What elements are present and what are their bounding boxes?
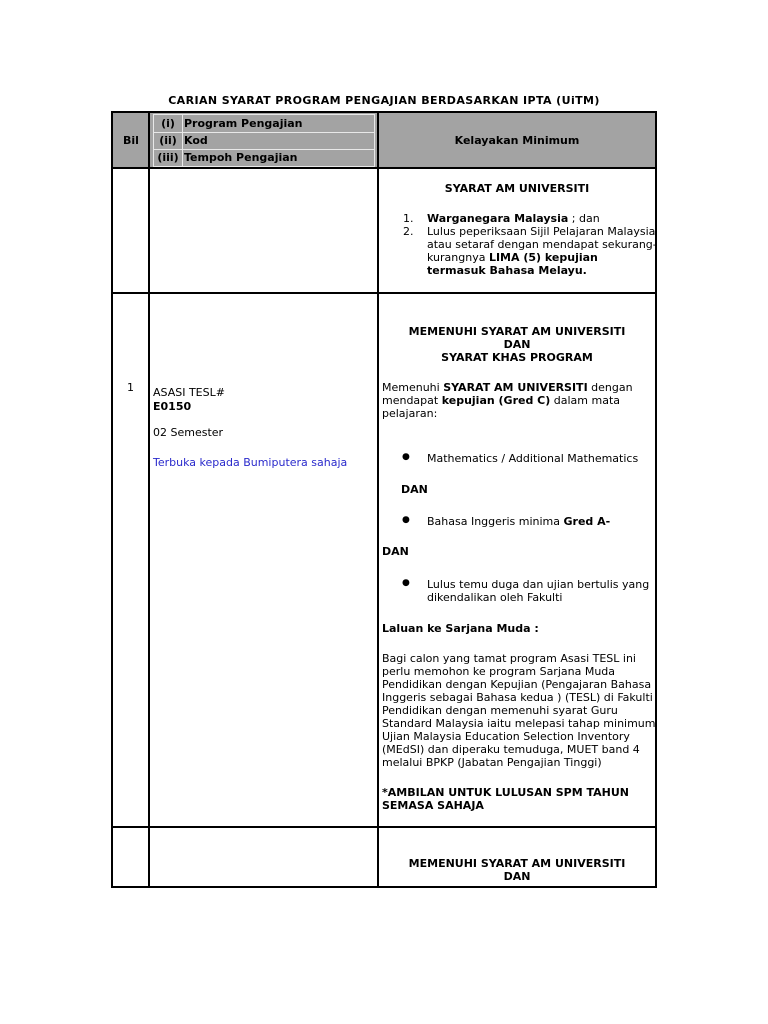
general-item-2: Lulus peperiksaan Sijil Pelajaran Malaysia atau setaraf dengan mendapat sekurang- kurangnya LIMA (5) kepujian termasuk Bahasa Melayu.: [427, 225, 657, 277]
header-row-kod: (ii) Kod: [159, 134, 208, 147]
bullet-icon: ●: [402, 452, 410, 462]
general-item-1-num: 1.: [403, 212, 414, 225]
program-1-dan-2: DAN: [382, 545, 409, 558]
program-1-dan-1: DAN: [401, 483, 428, 496]
program-2-heading: MEMENUHI SYARAT AM UNIVERSITI DAN: [408, 857, 626, 883]
bullet-icon: ●: [402, 515, 410, 525]
laluan-heading: Laluan ke Sarjana Muda :: [382, 622, 539, 635]
general-item-2-num: 2.: [403, 225, 414, 238]
program-1-intro: Memenuhi SYARAT AM UNIVERSITI dengan mendapat kepujian (Gred C) dalam mata pelajaran:: [382, 381, 633, 420]
program-1-note: Terbuka kepada Bumiputera sahaja: [153, 456, 348, 469]
general-item-1: Warganegara Malaysia ; dan: [427, 212, 600, 225]
ambilan-note: *AMBILAN UNTUK LULUSAN SPM TAHUN SEMASA SAHAJA: [382, 786, 630, 812]
program-header-box: [153, 114, 375, 167]
program-1-bullet-2: Bahasa Inggeris minima Gred A-: [427, 515, 611, 528]
program-1-name: ASASI TESL#: [153, 386, 225, 399]
laluan-paragraph: Bagi calon yang tamat program Asasi TESL ini perlu memohon ke program Sarjana Muda Pendidikan dengan Kepujian (Pengajaran Bahasa Inggeris sebagai Bahasa kedua ) (TESL) di Fakulti Pendidikan dengan memenuhi syarat Guru Standard Malaysia iaitu melepasi tahap minimum Ujian Malaysia Education Selection Inventory (MEdSI) dan diperaku temuduga, MUET band 4 melalui BPKP (Jabatan Pengajian Tinggi): [382, 652, 656, 769]
program-1-duration: 02 Semester: [153, 426, 224, 439]
header-kelayakan: Kelayakan Minimum: [454, 134, 580, 147]
program-1-code: E0150: [153, 400, 192, 413]
program-1-bullet-3: Lulus temu duga dan ujian bertulis yang dikendalikan oleh Fakulti: [427, 578, 650, 604]
header-row-tempoh: (iii) Tempoh Pengajian: [157, 151, 298, 164]
header-row-program: (i) Program Pengajian: [161, 117, 303, 130]
program-1-bil: 1: [127, 381, 134, 394]
program-1-heading: MEMENUHI SYARAT AM UNIVERSITI DAN SYARAT KHAS PROGRAM: [408, 325, 626, 364]
page-title: CARIAN SYARAT PROGRAM PENGAJIAN BERDASARKAN IPTA (UiTM): [168, 94, 600, 107]
header-bil: Bil: [123, 134, 139, 147]
bullet-icon: ●: [402, 578, 410, 588]
general-heading: SYARAT AM UNIVERSITI: [444, 182, 590, 195]
program-1-bullet-1: Mathematics / Additional Mathematics: [427, 452, 639, 465]
requirements-table: [111, 111, 657, 888]
